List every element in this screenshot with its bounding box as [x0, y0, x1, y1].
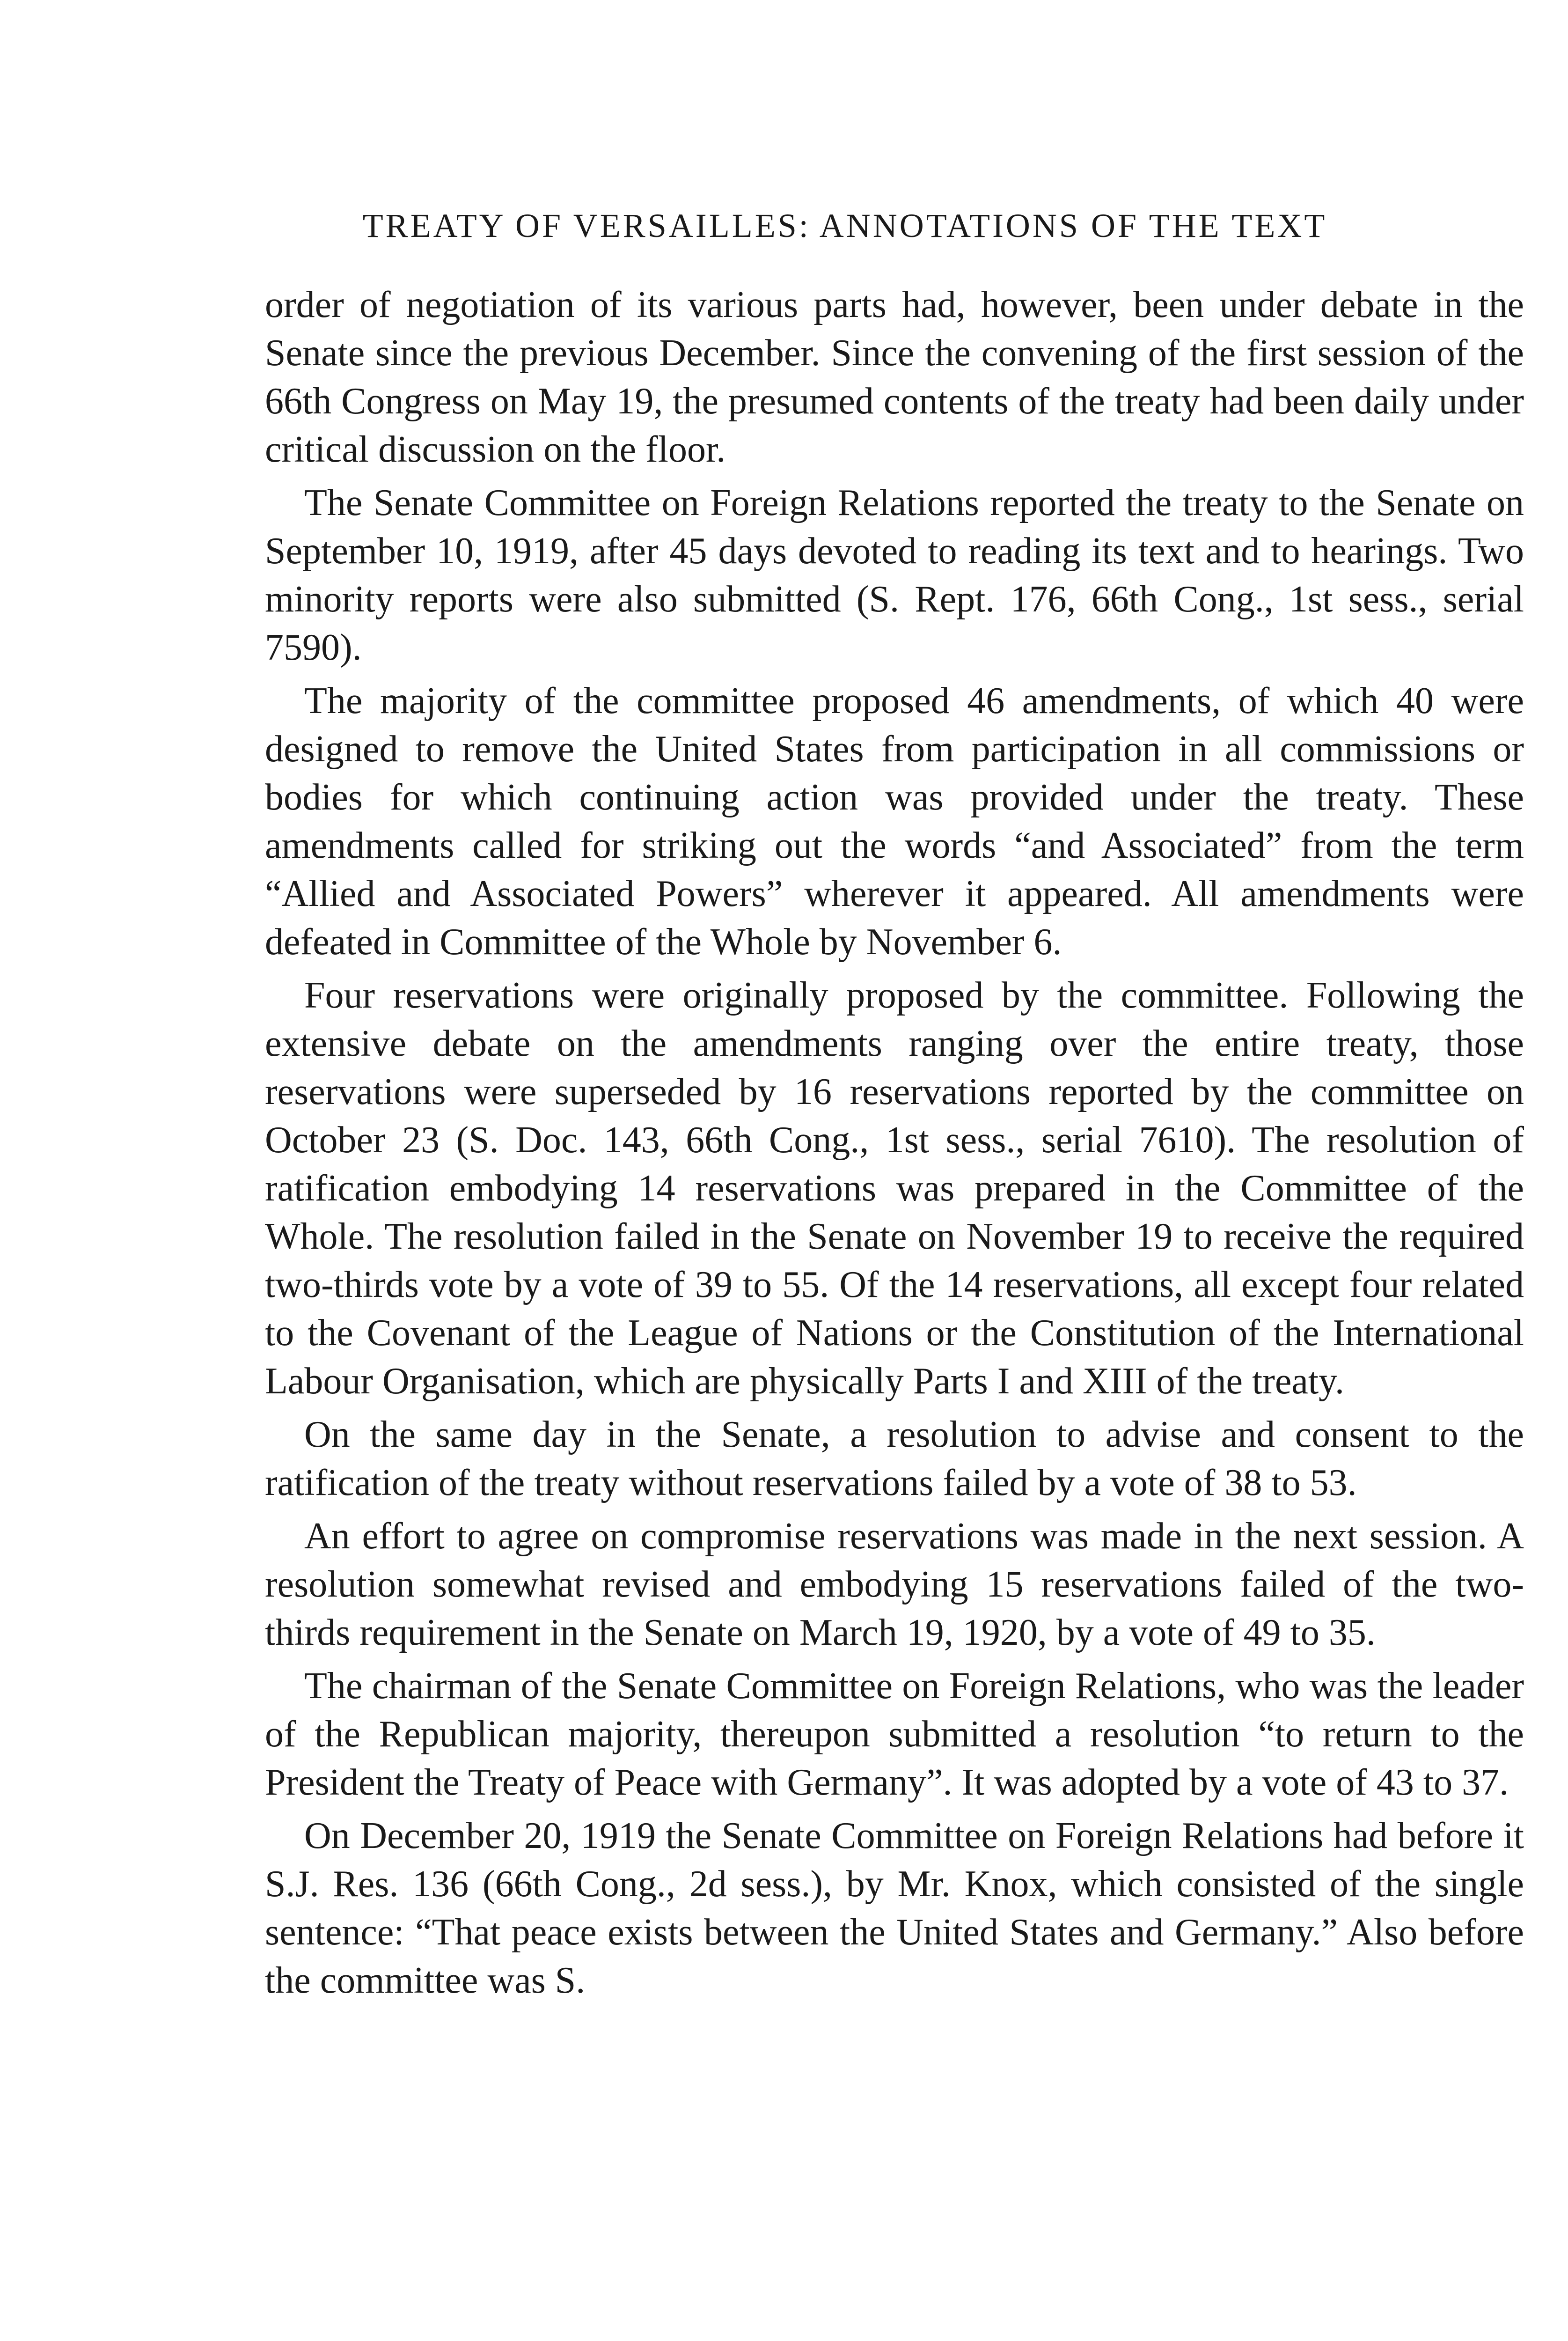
paragraph-reservations: Four reservations were originally proposed by the committee. Following the extensive debate on the amendments ranging over the entire treaty, those reservations were superseded by 16 reservations reported by the committee on October 23 (S. Doc. 143, 66th Cong., 1st sess., serial 7610). The resolution of ratification embodying 14 reservations was prepared in the Committee of the Whole. The resolution failed in the Senate on November 19 to receive the required two-thirds vote by a vote of 39 to 55. Of the 14 reservations, all except four related to the Covenant of the League of Nations or the Constitution of the International Labour Organisation, which are physically Parts I and XIII of the treaty.: [265, 975, 1524, 1402]
paragraph-continuation: order of negotiation of its various parts had, however, been under debate in the Senate since the previous December. Since the convening of the first session of the 66th Congress on May 19, the presumed contents of the treaty had been daily under critical discussion on the floor.: [265, 284, 1524, 470]
paragraph-knox-resolution: On December 20, 1919 the Senate Committee on Foreign Relations had before it S.J. Res. 136 (66th Cong., 2d sess.), by Mr. Knox, which consisted of the single sentence: “That peace exists between the United States and Germany.” Also before the committee was S.: [265, 1815, 1524, 2001]
paragraph-ratification-vote: On the same day in the Senate, a resolution to advise and consent to the ratification of the treaty without reservations failed by a vote of 38 to 53.: [265, 1414, 1524, 1503]
paragraph-return-resolution: The chairman of the Senate Committee on Foreign Relations, who was the leader of the Republican majority, thereupon submitted a resolution “to return to the President the Treaty of Peace with Germany”. It was adopted by a vote of 43 to 37.: [265, 1665, 1524, 1803]
paragraph-committee-report: The Senate Committee on Foreign Relations reported the treaty to the Senate on September 10, 1919, after 45 days devoted to reading its text and to hearings. Two minority reports were also submitted (S. Rept. 176, 66th Cong., 1st sess., serial 7590).: [265, 482, 1524, 668]
body-text: [265, 281, 1524, 2010]
running-head: TREATY OF VERSAILLES: ANNOTATIONS OF THE TEXT: [362, 207, 1327, 244]
paragraph-amendments: The majority of the committee proposed 46 amendments, of which 40 were designed to remove the United States from participation in all commissions or bodies for which continuing action was provided under the treaty. These amendments called for striking out the words “and Associated” from the term “Allied and Associated Powers” wherever it appeared. All amendments were defeated in Committee of the Whole by November 6.: [265, 680, 1524, 963]
paragraph-compromise: An effort to agree on compromise reservations was made in the next session. A resolution somewhat revised and embodying 15 reservations failed of the two-thirds requirement in the Senate on March 19, 1920, by a vote of 49 to 35.: [265, 1516, 1524, 1653]
